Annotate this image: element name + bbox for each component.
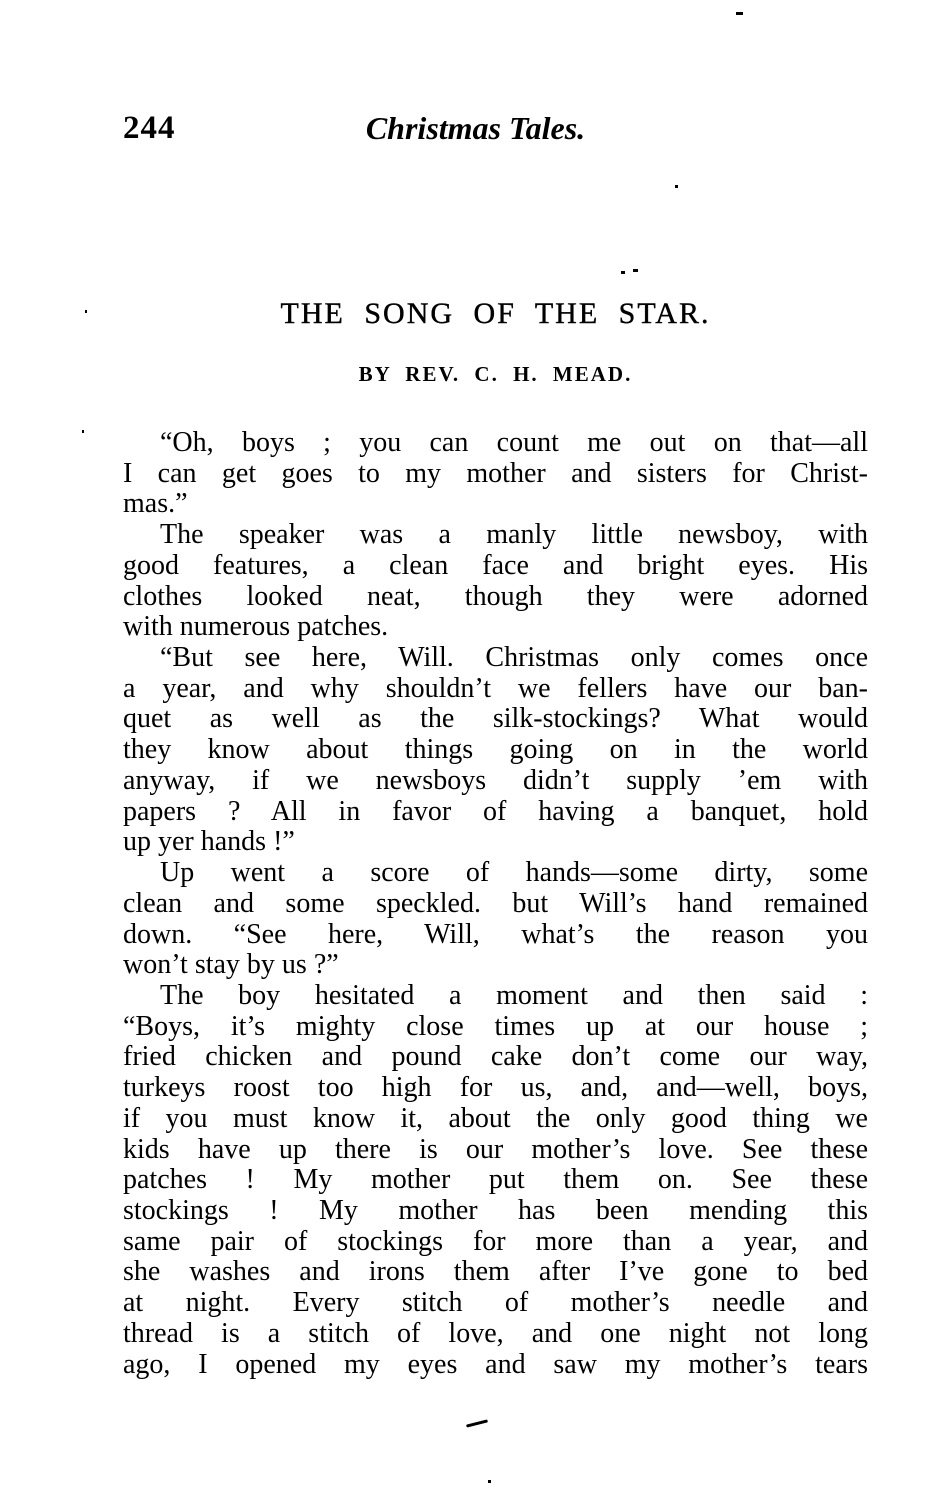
text-line: “But see here, Will. Christmas only comes once — [160, 642, 868, 674]
text-line: up yer hands !” — [123, 826, 295, 858]
text-line: same pair of stockings for more than a year, and — [123, 1225, 868, 1257]
scan-artifact — [621, 271, 625, 274]
text-line: “Boys, it’s mighty close times up at our house ; — [123, 1010, 868, 1042]
scan-artifact — [633, 269, 638, 272]
text-line: I can get goes to my mother and sisters for Christ- — [123, 457, 868, 489]
text-line: thread is a stitch of love, and one night not long — [123, 1317, 868, 1349]
text-line: kids have up there is our mother’s love. See these — [123, 1133, 868, 1165]
text-line: turkeys roost too high for us, and, and—well, boys, — [123, 1072, 868, 1104]
text-line: quet as well as the silk-stockings? What would — [123, 703, 868, 735]
text-line: at night. Every stitch of mother’s needle and — [123, 1287, 868, 1319]
text-line: stockings ! My mother has been mending this — [123, 1194, 868, 1226]
text-line: anyway, if we newsboys didn’t supply ’em with — [123, 764, 868, 796]
text-line: Up went a score of hands—some dirty, some — [160, 857, 868, 889]
scan-artifact — [736, 12, 743, 15]
text-line: papers ? All in favor of having a banquet, hold — [123, 795, 868, 827]
text-line: The speaker was a manly little newsboy, with — [160, 519, 868, 551]
text-line: clean and some speckled. but Will’s hand remained — [123, 887, 868, 919]
text-line: a year, and why shouldn’t we fellers have our ban- — [123, 672, 868, 704]
text-line: won’t stay by us ?” — [123, 949, 339, 981]
text-line: patches ! My mother put them on. See these — [123, 1164, 868, 1196]
text-line: The boy hesitated a moment and then said : — [160, 979, 868, 1011]
text-line: ago, I opened my eyes and saw my mother’s tears — [123, 1348, 868, 1380]
scan-artifact — [675, 185, 678, 188]
text-line: with numerous patches. — [123, 611, 389, 643]
story-title: THE SONG OF THE STAR. — [280, 297, 711, 330]
scan-artifact-pen-stroke — [466, 1419, 488, 1427]
scan-artifact — [488, 1480, 491, 1483]
text-line: down. “See here, Will, what’s the reason you — [123, 918, 868, 950]
body-text — [123, 428, 868, 1380]
running-title: Christmas Tales. — [365, 110, 586, 146]
text-line: good features, a clean face and bright eyes. His — [123, 549, 868, 581]
text-line: she washes and irons them after I’ve gone to bed — [123, 1256, 868, 1288]
text-line: if you must know it, about the only good thing we — [123, 1102, 868, 1134]
scan-artifact — [85, 310, 87, 313]
text-line: clothes looked neat, though they were adorned — [123, 580, 868, 612]
page-number: 244 — [123, 110, 176, 146]
byline: BY REV. C. H. MEAD. — [358, 362, 633, 386]
text-line: fried chicken and pound cake don’t come our way, — [123, 1041, 868, 1073]
text-line: mas.” — [123, 488, 188, 520]
text-line: they know about things going on in the world — [123, 734, 868, 766]
scan-artifact — [82, 430, 84, 433]
text-line: “Oh, boys ; you can count me out on that—all — [160, 427, 868, 458]
